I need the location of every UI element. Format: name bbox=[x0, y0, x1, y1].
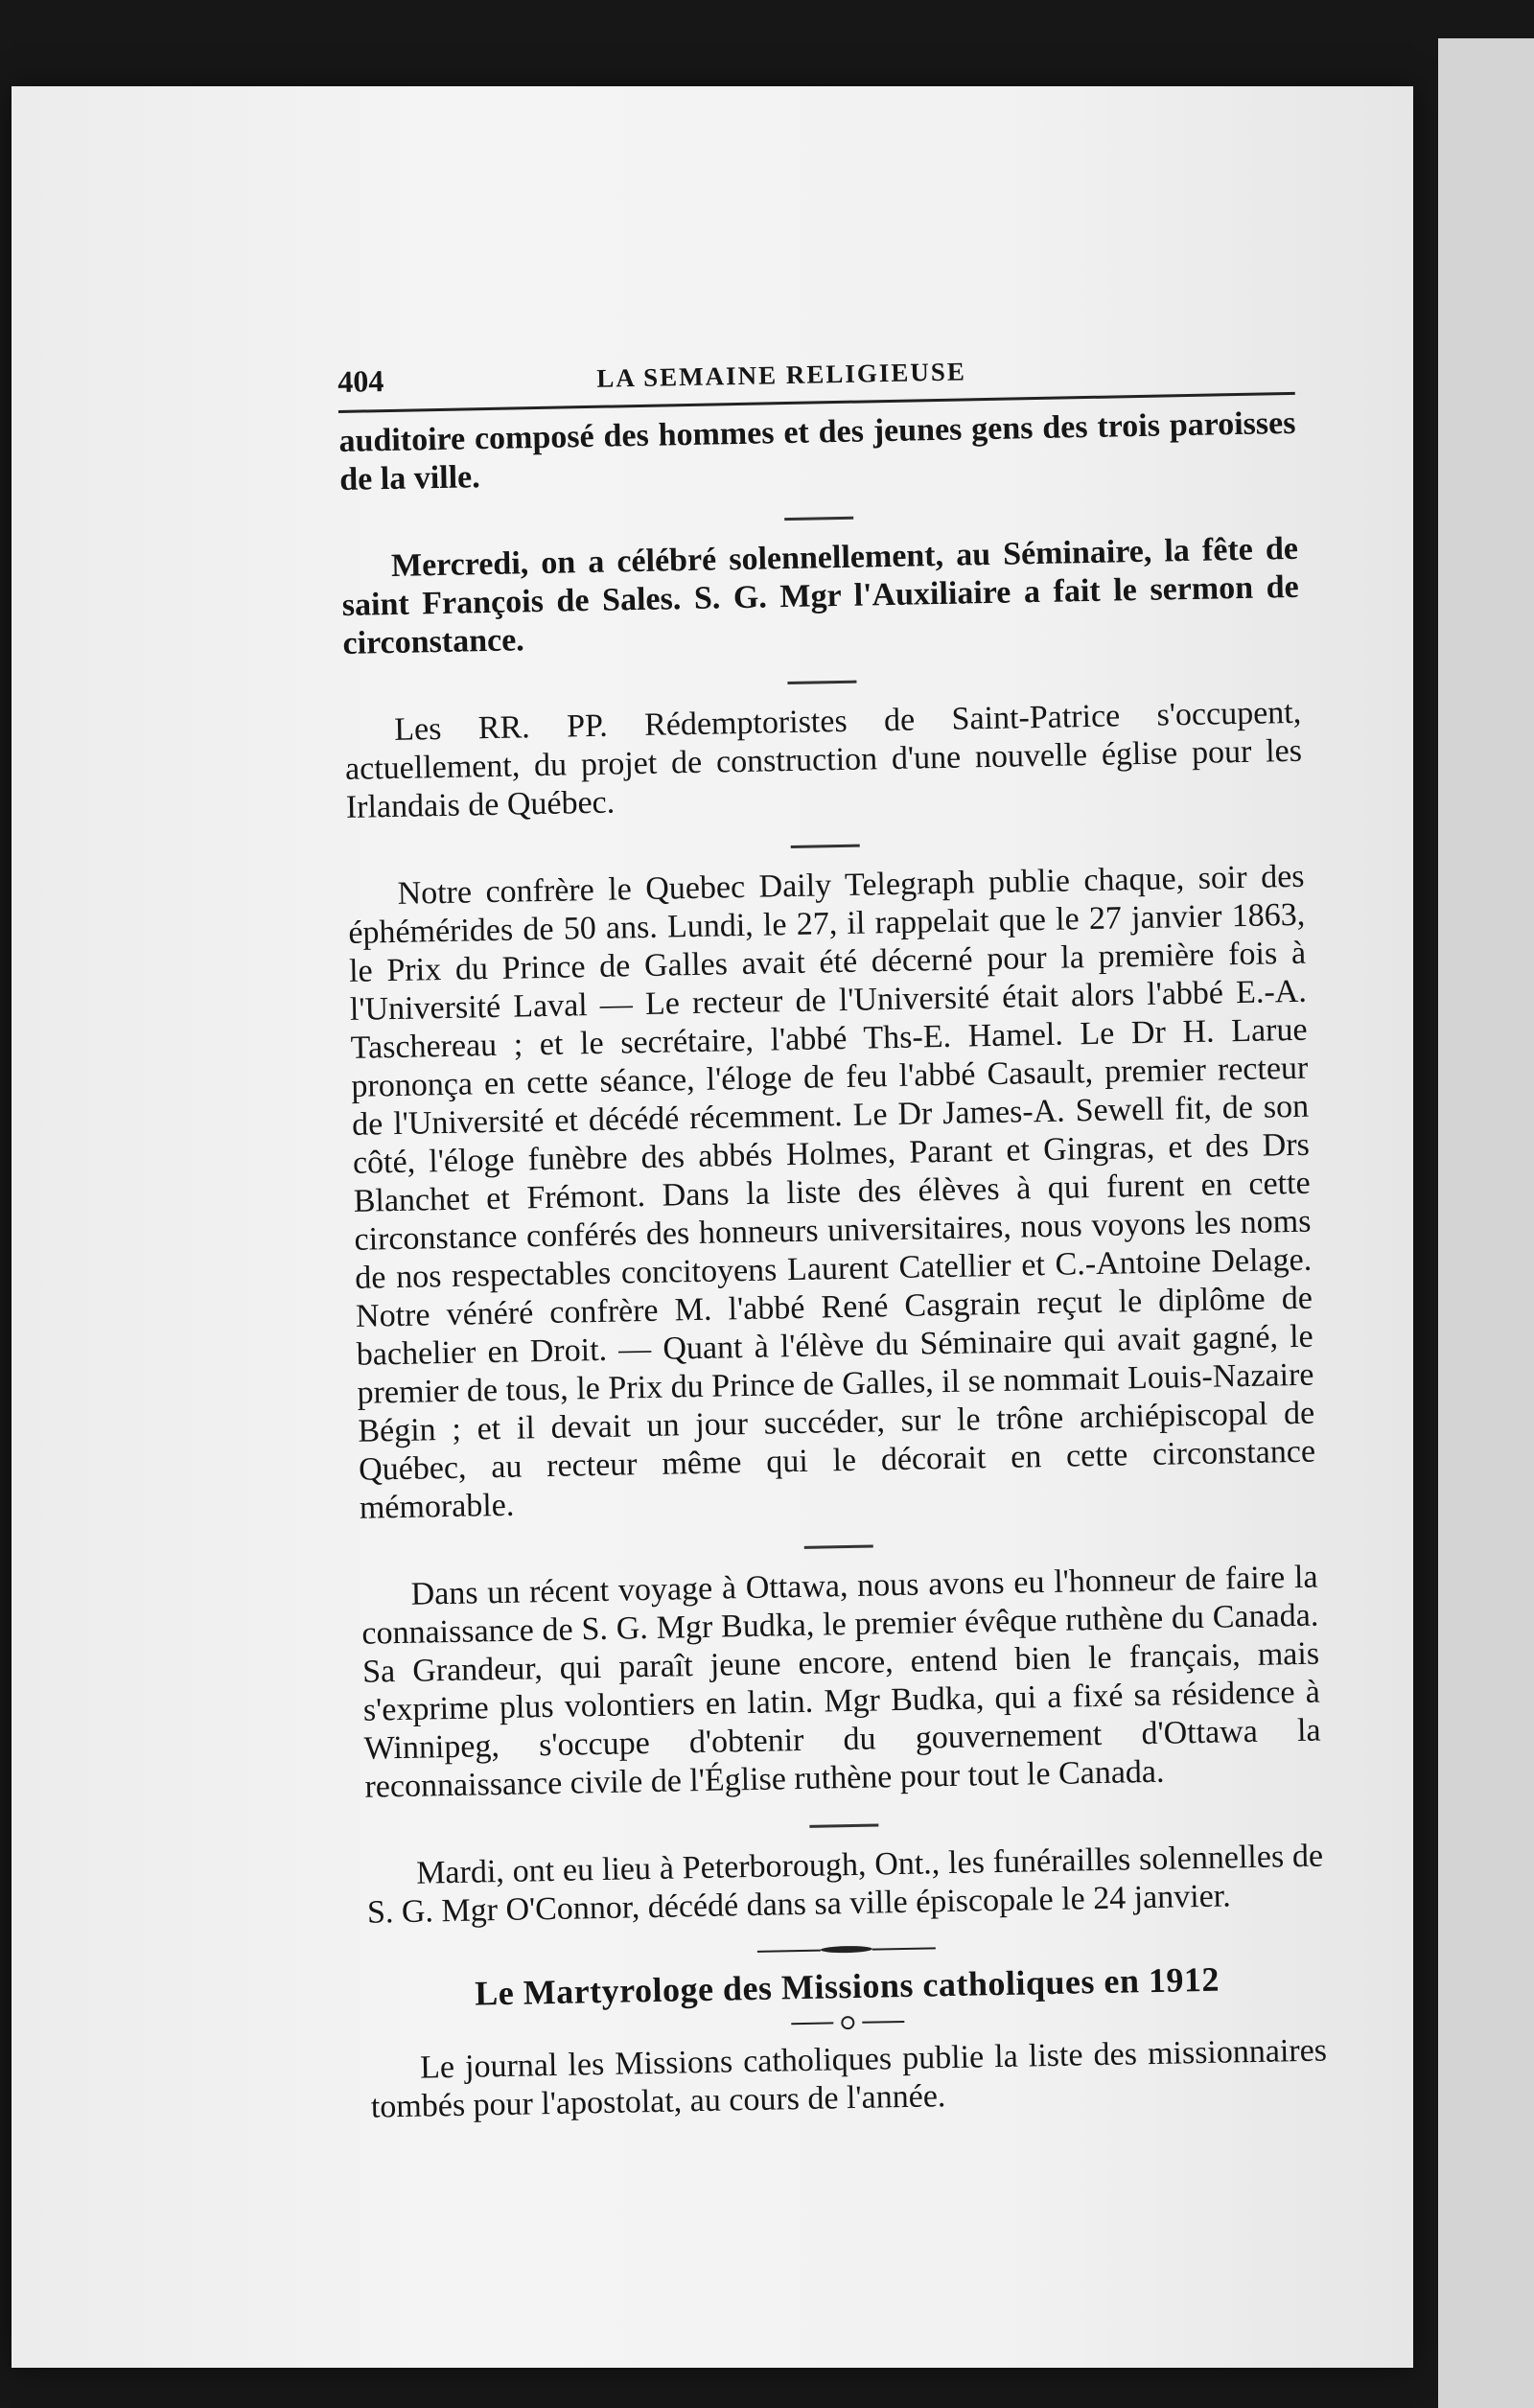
paragraph-telegraph: Notre confrère le Quebec Daily Telegraph publie chaque, soir des éphémérides de 50 ans. Lundi, le 27, il rappelait que le 27 janvier 1863, le Prix du Prince de Galles avait été décerné pour la première fois à l'Université Laval — Le recteur de l'Université était alors l'abbé E.-A. Taschereau ; et le secrétaire, l'abbé Ths-E. Hamel. Le Dr H. Larue prononça en cette séance, l'éloge de feu l'abbé Casault, premier recteur de l'Université et décédé récemment. Le Dr James-A. Sewell fit, de son côté, l'éloge funèbre des abbés Holmes, Parant et Gingras, et des Drs Blanchet et Frémont. Dans la liste des élèves à qui furent en cette circonstance conférés des honneurs universitaires, nous voyons les noms de nos respectables concitoyens Laurent Catellier et C.-Antoine Delage. Notre vénéré confrère M. l'abbé René Casgrain reçut le diplôme de bachelier en Droit. — Quant à l'élève du Séminaire qui avait gagné, le premier de tous, le Prix du Prince de Galles, il se nommait Louis-Nazaire Bégin ; et il devait un jour succéder, sur le trône archiépiscopal de Québec, au recteur même qui le décorait en cette circonstance mémorable. bbox=[348, 858, 1316, 1526]
page-content bbox=[337, 346, 1328, 2127]
ornament-line-left bbox=[757, 1949, 821, 1952]
paragraph-budka: Dans un récent voyage à Ottawa, nous avons eu l'honneur de faire la connaissance de S. G. Mgr Budka, le premier évêque ruthène du Canada. Sa Grandeur, qui paraît jeune encore, entend bien le français, mais s'exprime plus volontiers en latin. Mgr Budka, qui a fixé sa résidence à Winnipeg, s'occupe d'obtenir du gouvernement d'Ottawa la reconnaissance civile de l'Église ruthène pour tout le Canada. bbox=[361, 1559, 1321, 1805]
ornament-center bbox=[821, 1946, 872, 1954]
paragraph-martyrologe: Le journal les Missions catholiques publie la liste des missionnaires tombés pour l'apostolat, au cours de l'année. bbox=[370, 2032, 1328, 2125]
paragraph-mercredi: Mercredi, on a célébré solennellement, au Séminaire, la fête de saint François de Sales. S. G. Mgr l'Auxiliaire a fait le sermon de circonstance. bbox=[341, 530, 1299, 661]
ornament-line-right bbox=[872, 1947, 936, 1950]
ornament-divider bbox=[368, 1937, 1325, 1962]
paragraph-redemptoristes: Les RR. PP. Rédemptoristes de Saint-Patrice s'occupent, actuellement, du projet de construction d'une nouvelle église pour les Irlandais de Québec. bbox=[344, 694, 1303, 825]
section-separator bbox=[791, 845, 860, 848]
paragraph-continuation: auditoire composé des hommes et des jeunes gens des trois paroisses de la ville. bbox=[338, 405, 1296, 498]
paragraph-oconnor: Mardi, ont eu lieu à Peterborough, Ont., les funérailles solennelles de S. G. Mgr O'Connor, décédé dans sa ville épiscopale le 24 janvier. bbox=[366, 1838, 1324, 1931]
page-number: 404 bbox=[337, 363, 384, 399]
section-separator bbox=[809, 1823, 878, 1827]
adjacent-page-edge bbox=[1438, 38, 1534, 2408]
section-separator bbox=[804, 1545, 873, 1549]
circle-divider-circle bbox=[841, 2016, 854, 2029]
section-title: Le Martyrologe des Missions catholiques en 1912 bbox=[474, 1959, 1220, 2013]
book-page bbox=[12, 86, 1413, 2368]
circle-divider-line-right bbox=[862, 2021, 904, 2024]
section-separator bbox=[787, 681, 856, 684]
section-separator bbox=[784, 517, 853, 521]
running-title: LA SEMAINE RELIGIEUSE bbox=[596, 357, 967, 393]
circle-divider-line-left bbox=[791, 2022, 833, 2025]
